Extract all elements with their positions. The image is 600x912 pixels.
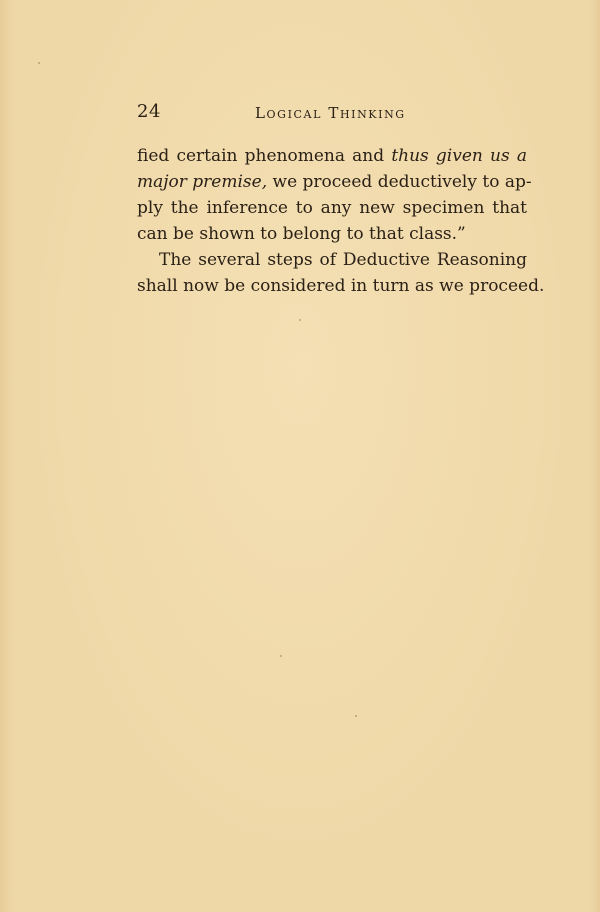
page-number: 24 <box>137 101 161 122</box>
paragraph-2-line-1: The several steps of Deductive Reasoning <box>159 250 527 270</box>
paragraph-1 <box>137 143 532 247</box>
italic-segment: major premise, <box>137 172 268 192</box>
body-text <box>137 143 545 299</box>
paragraph-1-line-3: ply the inference to any new specimen that <box>137 198 527 218</box>
text-segment: fied certain phenomena and <box>137 146 385 166</box>
paper-speck <box>355 715 357 717</box>
paragraph-2 <box>137 247 545 299</box>
paper-speck <box>38 62 40 64</box>
running-title: Logical Thinking <box>255 104 406 122</box>
paragraph-2-line-2: shall now be considered in turn as we proceed. <box>137 276 545 296</box>
running-head <box>137 101 527 125</box>
italic-segment: thus given us a <box>391 146 527 166</box>
text-segment: we proceed deductively to ap- <box>272 172 532 192</box>
paper-speck <box>280 655 282 657</box>
paragraph-1-line-1 <box>137 143 527 169</box>
paragraph-1-line-4: can be shown to belong to that class.” <box>137 224 466 244</box>
paragraph-1-line-2 <box>137 169 532 195</box>
paper-speck <box>299 319 301 321</box>
